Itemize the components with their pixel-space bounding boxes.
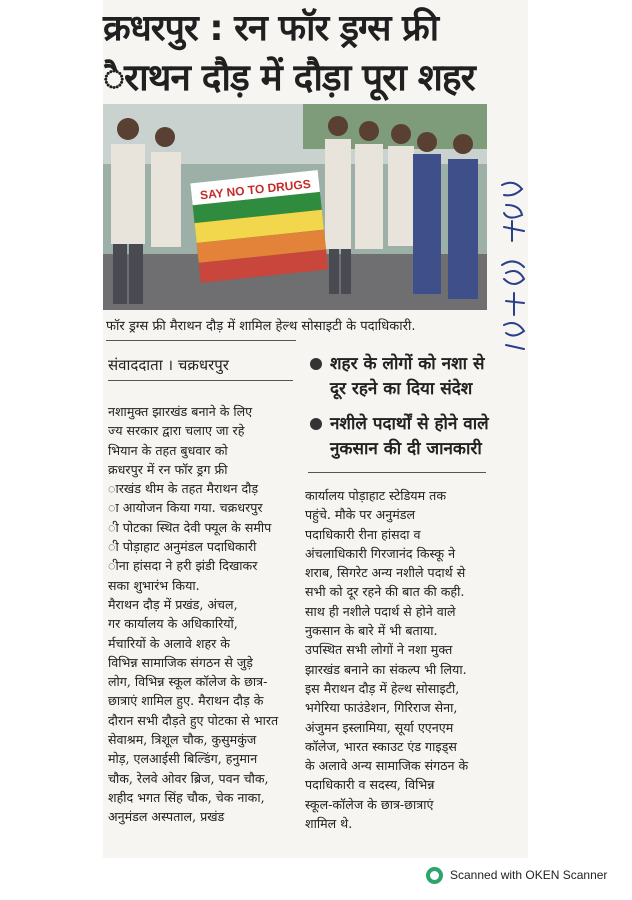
text-line: चौक, रेलवे ओवर ब्रिज, पवन चौक, (108, 770, 269, 786)
text-line: मैराथन दौड़ में प्रखंड, अंचल, (108, 596, 238, 612)
banner-text: SAY NO TO DRUGS (199, 176, 312, 203)
text-line: लोग, विभिन्न स्कूल कॉलेज के छात्र- (108, 674, 268, 690)
text-line: क्रधरपुर में रन फॉर ड्रग फ्री (108, 461, 228, 477)
text-line: पदाधिकारी व सदस्य, विभिन्न (305, 777, 435, 793)
text-line: विभिन्न सामाजिक संगठन से जुड़े (108, 654, 253, 670)
text-line: ी पोटका स्थित देवी फ्यूल के समीप (108, 519, 272, 535)
article-column-left (108, 402, 293, 827)
text-line: शराब, सिगरेट अन्य नशीले पदार्थ से (305, 565, 466, 581)
text-line: सका शुभारंभ किया. (108, 577, 200, 593)
byline-underline (108, 380, 293, 381)
text-line: सभी को दूर रहने की बात की कही. (305, 584, 465, 600)
text-line: पहुंचे. मौके पर अनुमंडल (305, 507, 416, 523)
text-line: नशामुक्त झारखंड बनाने के लिए (108, 404, 253, 419)
text-line: इस मैराथन दौड़ में हेल्थ सोसाइटी, (305, 680, 460, 696)
news-photo (103, 104, 487, 310)
text-line: कार्यालय पोड़ाहाट स्टेडियम तक (305, 488, 446, 503)
scanner-logo-icon (426, 867, 443, 884)
scanner-label: Scanned with OKEN Scanner (450, 868, 608, 882)
text-line: कॉलेज, भारत स्काउट एंड गाइड्स (305, 738, 457, 754)
text-line: ीना हांसदा ने हरी झंडी दिखाकर (108, 558, 258, 574)
headline-line-2: ैराथन दौड़ में दौड़ा पूरा शहर (103, 56, 475, 99)
text-line: भियान के तहत बुधवार को (108, 442, 228, 458)
text-line: झारखंड बनाने का संकल्प भी लिया. (305, 661, 467, 677)
text-line: ा आयोजन किया गया. चक्रधरपुर (108, 500, 263, 516)
headline-line-1: क्रधरपुर : रन फॉर ड्रग्स फ्री (103, 8, 439, 49)
text-line: शहीद भगत सिंह चौक, चेक नाका, (108, 789, 265, 805)
handwritten-note (492, 175, 532, 375)
text-line: शामिल थे. (305, 816, 353, 832)
text-line: गर कार्यालय के अधिकारियों, (108, 616, 238, 632)
highlight-divider (308, 472, 486, 473)
text-line: मोड़, एलआईसी बिल्डिंग, हनुमान (108, 751, 258, 767)
text-line: र्मचारियों के अलावे शहर के (108, 635, 230, 651)
text-line: सेवाश्रम, त्रिशूल चौक, कुसुमकुंज (108, 732, 257, 748)
text-line: पदाधिकारी रीना हांसदा व (305, 526, 421, 542)
scanner-watermark (426, 866, 607, 884)
text-line: ी पोड़ाहाट अनुमंडल पदाधिकारी (108, 539, 257, 555)
text-line: स्कूल-कॉलेज के छात्र-छात्राएं (305, 796, 434, 812)
text-line: दौरान सभी दौड़ते हुए पोटका से भारत (108, 712, 279, 728)
text-line: अंचलाधिकारी गिरजानंद किस्कू ने (305, 545, 456, 561)
text-line: अनुमंडल अस्पताल, प्रखंड (108, 809, 225, 825)
text-line: ारखंड थीम के तहत मैराथन दौड़ (108, 481, 259, 497)
article-column-right (305, 486, 490, 833)
bullet-icon (310, 358, 322, 370)
photo-caption: फॉर ड्रग्स फ्री मैराथन दौड़ में शामिल हेल्थ सोसाइटी के पदाधिकारी. (106, 319, 416, 334)
text-line: साथ ही नशीले पदार्थ से होने वाले (305, 603, 456, 619)
text-line: छात्राएं शामिल हुए. मैराथन दौड़ के (108, 693, 264, 709)
caption-divider (106, 340, 296, 341)
byline: संवाददाता । चक्रधरपुर (108, 356, 229, 374)
text-line: ज्य सरकार द्वारा चलाए जा रहे (108, 423, 245, 439)
text-line: के अलावे अन्य सामाजिक संगठन के (305, 758, 469, 774)
text-line: नुकसान के बारे में भी बताया. (305, 623, 438, 639)
text-line: उपस्थित सभी लोगों ने नशा मुक्त (305, 642, 453, 658)
text-line: अंजुमन इस्लामिया, सूर्या एएनएम (305, 719, 454, 735)
bullet-icon (310, 418, 322, 430)
text-line: भगेरिया फाउंडेशन, गिरिराज सेना, (305, 700, 458, 716)
